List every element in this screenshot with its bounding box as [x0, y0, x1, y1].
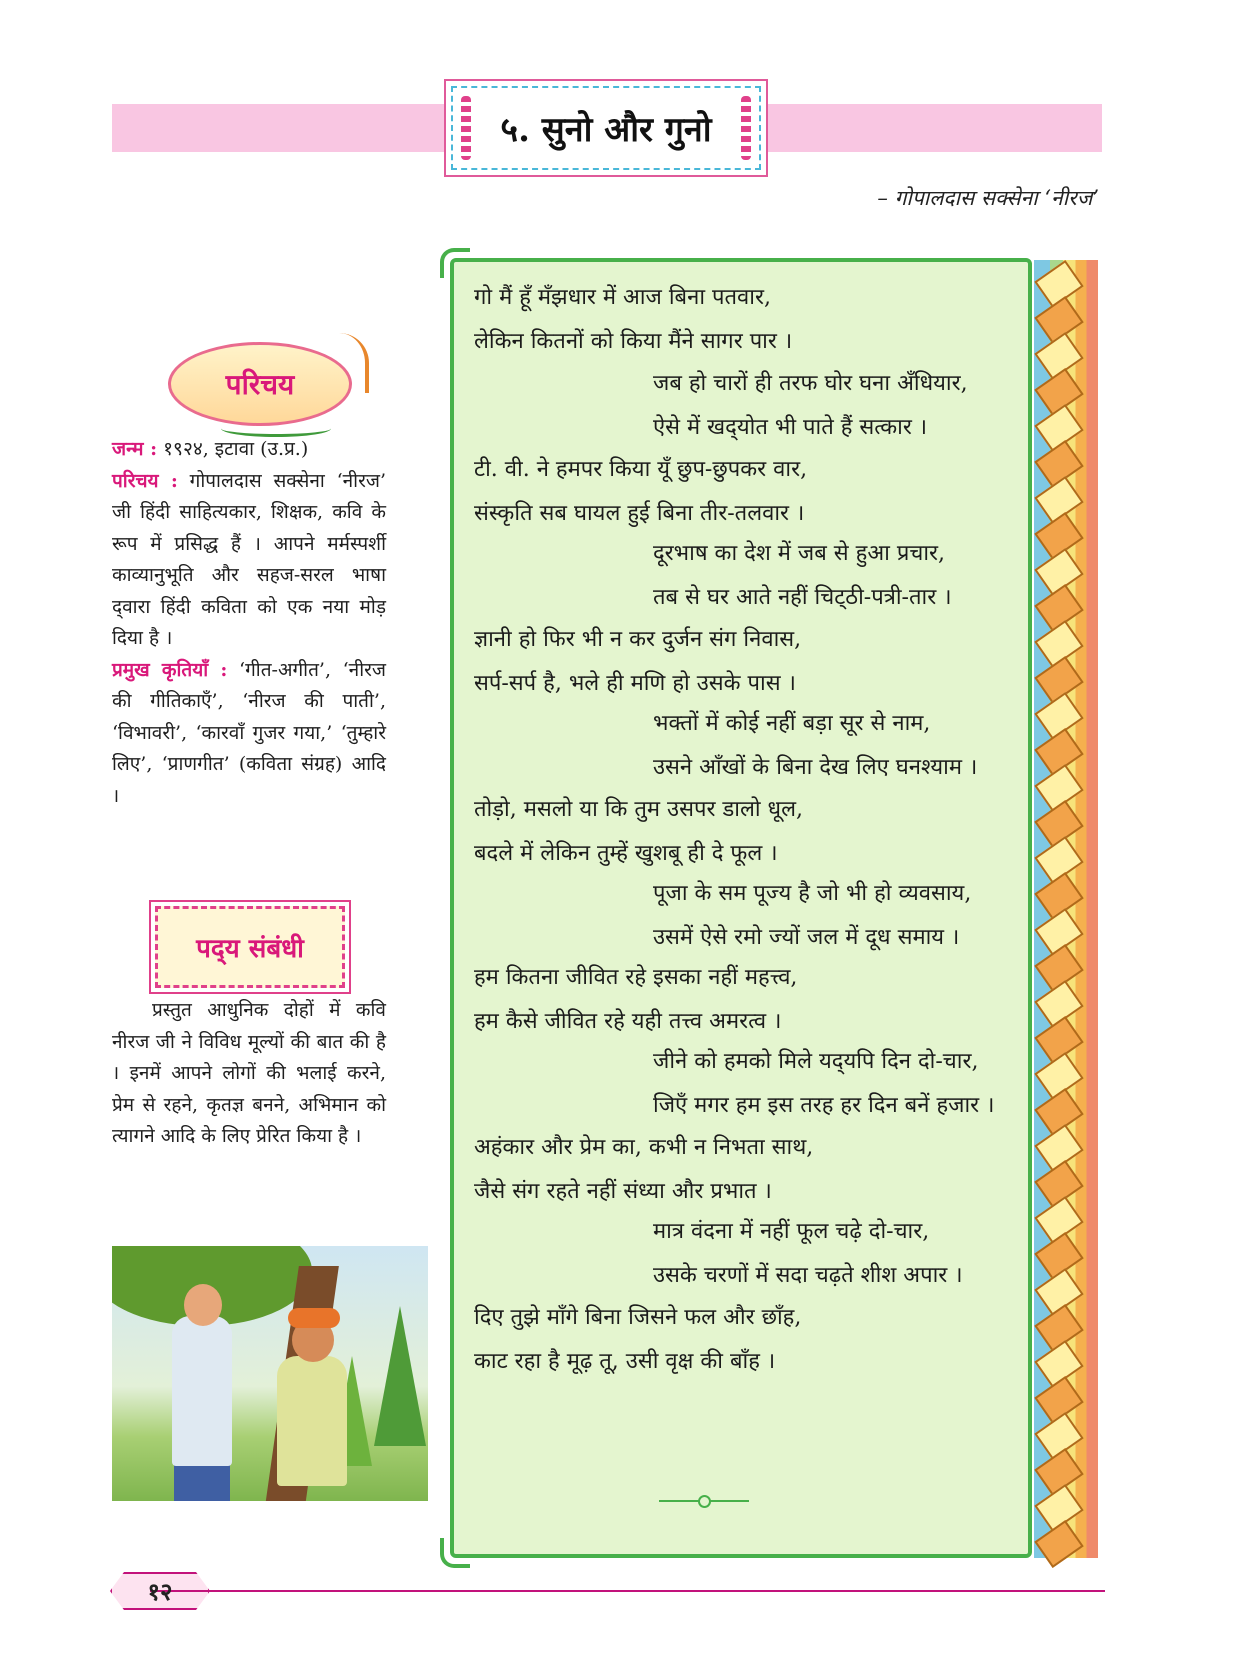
left-ornament-icon [461, 96, 471, 160]
poem-line: दिए तुझे माँगे बिना जिसने फल और छाँह, [474, 1305, 802, 1330]
works-label: प्रमुख कृतियाँ : [112, 658, 228, 681]
poem-line: टी. वी. ने हमपर किया यूँ छुप-छुपकर वार, [474, 457, 808, 482]
decorative-envelope-strip [1034, 260, 1098, 1558]
poem-line: दूरभाष का देश में जब से हुआ प्रचार, [653, 541, 946, 566]
corner-ornament-icon [440, 1538, 470, 1568]
poem-line: जीने को हमको मिले यद्‍यपि दिन दो-चार, [653, 1049, 979, 1074]
poem-stanza [653, 1210, 963, 1298]
envelope-icon [1034, 1520, 1083, 1568]
parichay-label: परिचय : [112, 469, 178, 492]
poem-line: हम कैसे जीवित रहे यही तत्त्व अमरत्व । [474, 1009, 782, 1034]
poem-line: काट रहा है मूढ़ तू, उसी वृक्ष की बाँह । [474, 1349, 776, 1374]
author-bio [112, 434, 386, 812]
leaf-ornament-icon [339, 333, 369, 393]
poem-line: बदले में लेकिन तुम्हें खुशबू ही दे फूल । [474, 841, 778, 866]
page-title: ५. सुनो और गुनो [500, 110, 712, 150]
poem-stanza [474, 1296, 801, 1384]
poem-line: जब हो चारों ही तरफ घोर घना अँधियार, [653, 371, 968, 396]
poem-line: संस्कृति सब घायल हुई बिना तीर-तलवार । [474, 501, 805, 526]
poem-line: उसमें ऐसे रमो ज्यों जल में दूध समाय । [653, 925, 960, 950]
end-mark-icon [659, 1500, 749, 1502]
poem-line: अहंकार और प्रेम का, कभी न निभता साथ, [474, 1135, 814, 1160]
man-shirt-icon [172, 1316, 232, 1466]
poem-stanza [474, 788, 803, 876]
parichay-text: गोपालदास सक्सेना ‘नीरज’ जी हिंदी साहित्यकार, शिक्षक, कवि के रूप में प्रसिद्ध हैं । आपने मर्मस्पर्शी काव्यानुभूति और सहज-सरल भाषा द्‍वारा हिंदी कविता को एक नया मोड़ दिया है । [112, 469, 386, 649]
poem-stanza [474, 618, 801, 706]
man-head-icon [184, 1284, 222, 1326]
poem-line: तोड़ो, मसलो या कि तुम उसपर डालो धूल, [474, 797, 803, 822]
poem-line: जैसे संग रहते नहीं संध्या और प्रभात । [474, 1179, 772, 1204]
illustration-two-men-under-tree [112, 1246, 428, 1501]
poem-line: ज्ञानी हो फिर भी न कर दुर्जन संग निवास, [474, 627, 802, 652]
poem-line: उसके चरणों में सदा चढ़ते शीश अपार । [653, 1263, 963, 1288]
birth-text: १९२४, इटावा (उ.प्र.) [157, 438, 309, 460]
poem-line: ऐसे में खद्‍योत भी पाते हैं सत्कार । [653, 415, 928, 440]
works-text: ‘गीत-अगीत’, ‘नीरज की गीतिकाएँ’, ‘नीरज की पाती’, ‘विभावरी’, ‘कारवाँ गुजर गया,’ ‘तुम्हारे लिए’, ‘प्राणगीत’ (कविता संग्रह) आदि । [112, 658, 386, 807]
farmer-body-icon [277, 1356, 347, 1486]
title-frame [451, 86, 761, 170]
poem-line: पूजा के सम पूज्य है जो भी हो व्यवसाय, [653, 881, 972, 906]
poem-stanza [653, 362, 968, 450]
context-text: प्रस्तुत आधुनिक दोहों में कवि नीरज जी ने विविध मूल्यों की बात की है । इनमें आपने लोगों की भलाई करने, प्रेम से रहने, कृतज्ञ बनने, अभिमान को त्यागने आदि के लिए प्रेरित किया है । [112, 999, 386, 1147]
author-line: – गोपालदास सक्सेना ‘नीरज’ [877, 186, 1099, 210]
poem-line: लेकिन कितनों को किया मैंने सागर पार । [474, 329, 793, 354]
turban-icon [288, 1308, 340, 1328]
intro-badge-label: परिचय [225, 368, 295, 401]
poem-stanza [474, 276, 792, 364]
poem-line: उसने आँखों के बिना देख लिए घनश्याम । [653, 755, 978, 780]
poem-stanza [474, 448, 807, 536]
poem-line: तब से घर आते नहीं चिट्‌ठी-पत्री-तार । [653, 585, 952, 610]
poem-line: मात्र वंदना में नहीं फूल चढ़े दो-चार, [653, 1219, 930, 1244]
right-ornament-icon [741, 96, 751, 160]
poem-stanza [474, 956, 797, 1044]
poem-line: जिएँ मगर हम इस तरह हर दिन बनें हजार । [653, 1093, 995, 1118]
context-badge [155, 906, 345, 988]
birth-label: जन्म : [112, 438, 158, 460]
poem-stanza [474, 1126, 813, 1214]
page-number: १२ [110, 1572, 210, 1610]
poem-line: हम कितना जीवित रहे इसका नहीं महत्त्व, [474, 965, 798, 990]
poem-stanza [653, 532, 952, 620]
poem-stanza [653, 1040, 994, 1128]
footer-line [150, 1590, 1105, 1592]
pine-tree-icon [374, 1306, 426, 1446]
poem-line: भक्तों में कोई नहीं बड़ा सूर से नाम, [653, 711, 931, 736]
intro-badge [168, 342, 352, 426]
poem-line: सर्प-सर्प है, भले ही मणि हो उसके पास । [474, 671, 796, 696]
poem-line: गो मैं हूँ मँझधार में आज बिना पतवार, [474, 285, 771, 310]
corner-ornament-icon [440, 248, 470, 278]
context-badge-label: पद्‍य संबंधी [196, 934, 304, 964]
poem-stanza [653, 872, 971, 960]
poem-box [450, 258, 1032, 1558]
poem-stanza [653, 702, 977, 790]
